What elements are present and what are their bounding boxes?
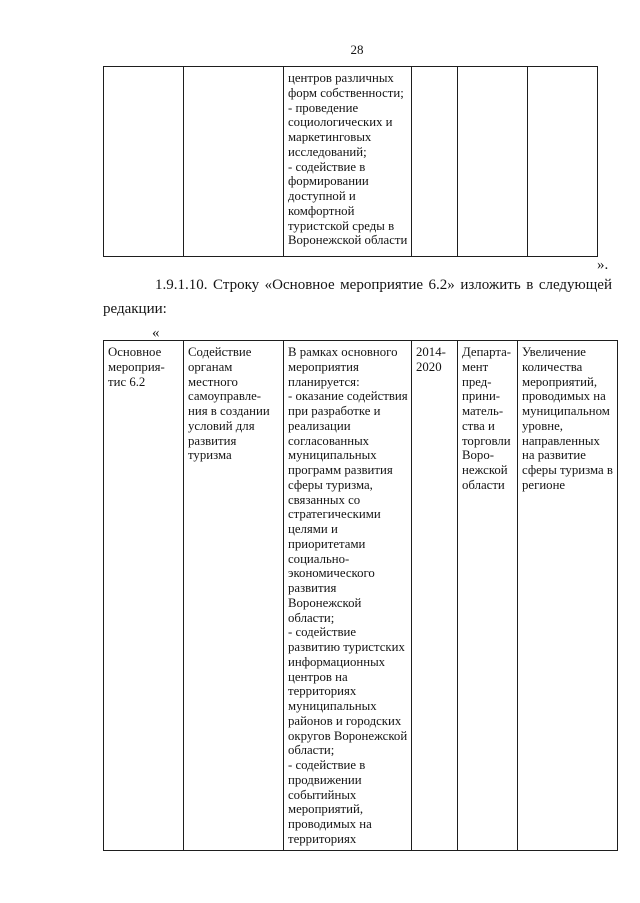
continued-table	[103, 66, 598, 257]
measure-code-text: Основное мероприя- тис 6.2	[108, 345, 165, 389]
table-row	[104, 67, 598, 257]
table-cell-result	[528, 67, 598, 257]
table-cell-description	[284, 341, 412, 851]
measure-name-text: Содействие органам местного самоуправле- ния в создании условий для развития туризма	[188, 345, 270, 463]
page-number: 28	[350, 42, 364, 57]
amendment-paragraph-line-1: 1.9.1.10. Строку «Основное мероприятие 6.2» изложить в следующей	[155, 277, 612, 293]
table-cell-code	[104, 341, 184, 851]
table-cell-executor	[458, 67, 528, 257]
table-cell-period	[412, 341, 458, 851]
table-cell-name	[184, 67, 284, 257]
table-row	[104, 341, 618, 851]
table-cell-code	[104, 67, 184, 257]
measure-executor-text: Департа- мент пред- прини- матель- ства и торговли Воро- нежской области	[462, 345, 512, 492]
table-cell-result	[518, 341, 618, 851]
description-text: центров различных форм собственности; - проведение социологических и маркетинговых исследований; - содействие в формировании доступной и комфортной туристской среды в Воронежской области	[288, 71, 408, 248]
measure-table	[103, 340, 618, 851]
measure-period-text: 2014- 2020	[416, 345, 446, 374]
table-cell-period	[412, 67, 458, 257]
amendment-paragraph-line-2: редакции:	[103, 301, 167, 317]
measure-result-text: Увеличение количества мероприятий, проводимых на муниципальном уровне, направленных на развитие сферы туризма в регионе	[522, 345, 613, 492]
closing-quote: ».	[597, 257, 609, 273]
measure-description-text: В рамках основного мероприятия планируется: - оказание содействия при разработке и реализации согласованных муниципальных программ развития сферы туризма, связанных со стратегическими целями и приоритетами социально- экономического развития Воронежской области; - содействие развитию туристских информационных центров на территориях муниципальных районов и городских округов Воронежской области; - содействие в продвижении событийных мероприятий, проводимых на территориях	[288, 345, 408, 846]
table-cell-name	[184, 341, 284, 851]
opening-quote: «	[152, 325, 160, 341]
table-cell-executor	[458, 341, 518, 851]
table-cell-description	[284, 67, 412, 257]
